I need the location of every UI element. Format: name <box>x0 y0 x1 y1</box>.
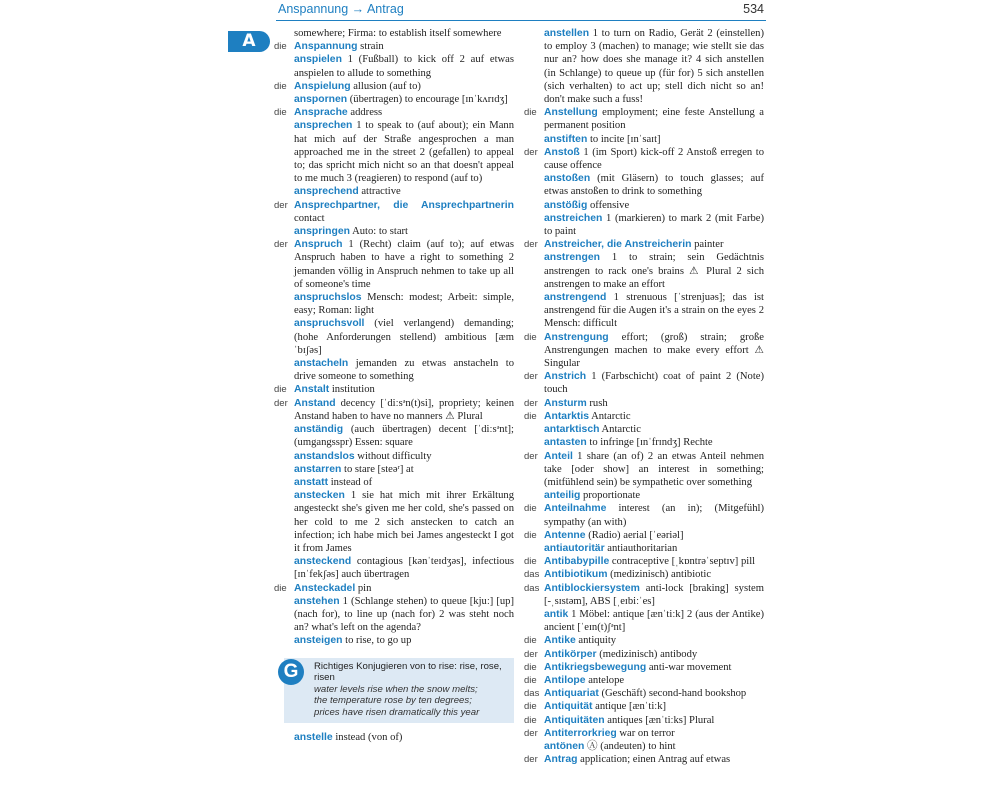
entry-headword: Anstalt <box>294 384 330 396</box>
dictionary-entry <box>524 555 764 568</box>
entry-article: die <box>274 80 287 92</box>
dictionary-entry <box>274 463 514 476</box>
dictionary-entry <box>524 529 764 542</box>
entry-article: die <box>524 331 537 343</box>
page-number: 534 <box>743 2 764 16</box>
entry-headword: anspruchslos <box>294 292 362 304</box>
entry-definition: interest (an in); (Mitgefühl) sympathy (an with) <box>544 503 764 528</box>
dictionary-entry <box>524 251 764 291</box>
grammar-intro: Richtiges Konjugieren von to rise: rise, rose, risen <box>314 660 502 684</box>
dictionary-entry <box>274 291 514 317</box>
entry-headword: anstelle <box>294 731 333 743</box>
entry-headword: anstößig <box>544 199 588 211</box>
entry-headword: Antike <box>544 635 576 647</box>
entry-article: der <box>524 371 538 383</box>
entry-headword: anteilig <box>544 490 581 502</box>
entry-headword: anstrengen <box>544 252 601 264</box>
entry-headword: anstecken <box>294 490 345 502</box>
entry-definition: 1 sie hat mich mit ihrer Erkältung angesteckt she's given me her cold, she's passed on her cold to me 2 sich anstecken to catch an infection; ich habe mich bei James angesteckt I got it from James <box>294 490 514 554</box>
entry-definition: 1 to strain; sein Gedächtnis anstrengen to rack one's brains ⚠ Plural 2 sich anstrengen to make an effort <box>544 252 764 290</box>
dictionary-entry <box>524 27 764 106</box>
entry-definition: 1 share (an of) 2 an etwas Anteil nehmen take [oder show] an interest in something; (mitfühlend sein) be sympathetic over something <box>544 450 764 488</box>
entry-headword: anstacheln <box>294 358 349 370</box>
entry-definition: 1 Möbel: antique [ænˈtiːk] 2 (aus der Antike) ancient [ˈeɪn(t)ʃᵊnt] <box>544 608 764 634</box>
dictionary-entry <box>274 397 514 423</box>
entry-definition: (Radio) aerial [ˈeəriəl] <box>585 529 684 541</box>
entry-definition: antiques [ænˈtiːks] Plural <box>604 714 715 726</box>
dictionary-entry <box>524 146 764 172</box>
entry-definition: 1 (Schlange stehen) to queue [kjuː] [up] (nach for), to line up (nach for) 2 was steht noch an? what's left on the agenda? <box>294 595 514 634</box>
entry-definition: Antarctic <box>589 410 631 422</box>
entry-article: der <box>524 239 538 251</box>
entry-headword: Ansturm <box>544 397 587 409</box>
grammar-example: the temperature rose by ten degrees; <box>314 695 472 707</box>
dictionary-entry <box>274 27 514 40</box>
dictionary-entry <box>524 423 764 436</box>
entry-headword: Anspruch <box>294 239 343 251</box>
entry-article: das <box>524 569 540 581</box>
entry-definition: effort; (groß) strain; große Anstrengungen machen to make every effort ⚠ Singular <box>544 331 764 370</box>
entry-headword: Antiquariat <box>544 688 599 700</box>
entry-article: die <box>524 674 537 686</box>
entry-definition: to rise, to go up <box>342 635 412 647</box>
dictionary-entry <box>274 119 514 185</box>
entry-definition: strain <box>357 41 384 53</box>
entry-definition: employment; eine feste Anstellung a permanent position <box>544 107 764 132</box>
entry-headword: Anstoß <box>544 146 580 158</box>
entry-headword: anstellen <box>544 28 590 39</box>
dictionary-entry <box>524 291 764 331</box>
entry-definition: (Geschäft) second-hand bookshop <box>598 688 747 700</box>
dictionary-entry <box>524 106 764 132</box>
entry-definition: instead of <box>328 476 373 488</box>
dictionary-entry <box>524 133 764 146</box>
entry-headword: Anstellung <box>544 107 598 119</box>
dictionary-entry <box>524 331 764 371</box>
entry-definition: 1 (Recht) claim (auf to); auf etwas Anspruch haben to have a right to something 2 jemanden völlig in Anspruch nehmen to take up all of someone's time <box>294 239 514 290</box>
entry-headword: Anteilnahme <box>544 503 607 515</box>
entry-article: der <box>274 199 288 211</box>
dictionary-entry <box>524 238 764 251</box>
entry-headword: anstarren <box>294 463 342 475</box>
entry-headword: antiautoritär <box>544 542 605 554</box>
entry-headword: anstoßen <box>544 173 591 185</box>
entry-article: die <box>524 107 537 119</box>
entry-definition: to infringe [ɪnˈfrɪndʒ] Rechte <box>586 437 713 449</box>
entry-article: der <box>524 450 538 462</box>
entry-headword: Anstand <box>294 397 336 409</box>
entry-definition: (übertragen) to encourage [ɪnˈkʌrɪdʒ] <box>347 94 508 106</box>
entry-headword: ansteigen <box>294 635 343 647</box>
dictionary-entry <box>524 674 764 687</box>
entry-definition: allusion (auf to) <box>350 80 421 92</box>
dictionary-entry <box>524 700 764 713</box>
entry-article: die <box>274 107 287 119</box>
entry-headword: ansteckend <box>294 556 352 568</box>
entry-headword: anstiften <box>544 133 588 145</box>
entry-definition: without difficulty <box>354 450 432 462</box>
entry-article: der <box>274 239 288 251</box>
entry-headword: Anspielung <box>294 80 351 92</box>
entry-headword: Antikörper <box>544 648 597 660</box>
entry-definition: somewhere; Firma: to establish itself somewhere <box>294 28 502 39</box>
dictionary-entry <box>524 687 764 700</box>
dictionary-entry <box>524 450 764 490</box>
entry-headword: Anstrengung <box>544 331 609 343</box>
dictionary-entry <box>274 199 514 225</box>
entry-headword: Ansprache <box>294 107 348 119</box>
entry-headword: Anstreicher, die Anstreicherin <box>544 239 692 251</box>
dictionary-entry <box>274 582 514 595</box>
entry-headword: Antilope <box>544 674 586 686</box>
entry-article: die <box>524 529 537 541</box>
dictionary-entry <box>274 225 514 238</box>
entry-definition: antiauthoritarian <box>604 542 678 554</box>
dictionary-entry <box>524 542 764 555</box>
entry-definition: contact <box>294 212 325 224</box>
entry-headword: antarktisch <box>544 424 600 436</box>
entry-headword: Antiblockiersystem <box>544 582 640 594</box>
page-header <box>276 0 766 21</box>
entry-headword: Antarktis <box>544 410 590 422</box>
entry-definition: antelope <box>585 674 625 686</box>
entry-article: der <box>524 754 538 766</box>
entry-article: die <box>524 556 537 568</box>
entry-headword: antönen <box>544 740 585 752</box>
entry-headword: Antiterrorkrieg <box>544 727 617 739</box>
dictionary-entry <box>524 436 764 449</box>
entry-definition: (medizinisch) antibiotic <box>607 569 712 581</box>
dictionary-entry <box>274 450 514 463</box>
entry-headword: anspielen <box>294 54 342 66</box>
entry-definition: war on terror <box>616 727 675 739</box>
entry-headword: Antibiotikum <box>544 569 608 581</box>
dictionary-entry <box>524 753 764 766</box>
entry-headword: Antrag <box>544 754 578 766</box>
dictionary-entry <box>274 185 514 198</box>
dictionary-entry <box>274 317 514 357</box>
entry-article: der <box>274 397 288 409</box>
dictionary-entry <box>274 489 514 555</box>
entry-headword: ansprechend <box>294 186 359 198</box>
entry-definition: offensive <box>587 199 630 211</box>
entry-article: der <box>524 648 538 660</box>
entry-definition: anti-lock [braking] system [-ˌsɪstəm], ABS [ˌeɪbiːˈes] <box>544 582 764 607</box>
entry-definition: address <box>347 107 383 119</box>
entry-article: die <box>524 714 537 726</box>
entry-definition: contagious [kənˈteɪdʒəs], infectious [ɪnˈfekʃəs] auch übertragen <box>294 556 514 581</box>
grammar-example: prices have risen dramatically this year <box>314 706 480 718</box>
entry-headword: Antikriegsbewegung <box>544 661 647 673</box>
entry-definition: (auch übertragen) decent [ˈdiːsᵊnt]; (umgangsspr) Essen: square <box>294 424 514 449</box>
entry-definition: 1 (markieren) to mark 2 (mit Farbe) to paint <box>544 212 764 238</box>
entry-definition: Ⓐ (andeuten) to hint <box>584 740 676 752</box>
entry-definition: pin <box>355 582 372 594</box>
entry-headword: ansprechen <box>294 120 353 132</box>
dictionary-entry <box>524 199 764 212</box>
dictionary-entry <box>524 172 764 198</box>
entry-headword: Antenne <box>544 529 586 541</box>
entry-definition: antiquity <box>575 635 617 647</box>
entry-definition: rush <box>586 397 608 409</box>
dictionary-entry <box>274 40 514 53</box>
dictionary-entry <box>274 731 514 744</box>
entry-headword: antasten <box>544 437 587 449</box>
dictionary-entry <box>524 410 764 423</box>
entry-headword: Ansprechpartner, die Ansprechpartnerin <box>294 199 514 211</box>
dictionary-entry <box>274 595 514 635</box>
entry-article: die <box>524 503 537 515</box>
entry-definition: contraceptive [ˌkɒntrəˈseptɪv] pill <box>609 556 756 568</box>
dictionary-entry <box>274 476 514 489</box>
dictionary-entry <box>274 383 514 396</box>
dictionary-entry <box>524 634 764 647</box>
dictionary-entry <box>274 238 514 291</box>
thumb-index-tab: A <box>228 31 270 52</box>
entry-article: das <box>524 582 540 594</box>
dictionary-entry <box>274 357 514 383</box>
entry-article: die <box>274 384 287 396</box>
entry-headword: Antibabypille <box>544 556 610 568</box>
entry-definition: decency [ˈdiːsᵊn(t)si], propriety; keinen Anstand haben to have no manners ⚠ Plural <box>294 397 514 422</box>
entry-article: das <box>524 688 540 700</box>
entry-definition: institution <box>329 384 375 396</box>
entry-headword: anstreichen <box>544 212 603 224</box>
dictionary-entry <box>274 80 514 93</box>
entry-article: die <box>524 701 537 713</box>
entry-headword: anstatt <box>294 476 329 488</box>
dictionary-entry <box>524 582 764 608</box>
entry-definition: jemanden zu etwas anstacheln to drive someone to something <box>294 358 514 383</box>
entry-definition: to stare [steəʳ] at <box>341 463 414 475</box>
entry-article: der <box>524 397 538 409</box>
dictionary-entry <box>274 423 514 449</box>
entry-headword: anspringen <box>294 226 351 238</box>
entry-headword: Antiquität <box>544 701 593 713</box>
dictionary-entry <box>274 53 514 79</box>
entry-definition: anti-war movement <box>646 661 732 673</box>
entry-headword: antik <box>544 608 569 620</box>
entry-headword: anspornen <box>294 94 348 106</box>
entry-definition: antique [ænˈtiːk] <box>592 701 667 713</box>
entry-definition: 1 (Farbschicht) coat of paint 2 (Note) touch <box>544 371 764 396</box>
entry-definition: (viel verlangend) demanding; (hohe Anforderungen stellend) ambitious [æmˈbɪʃəs] <box>294 318 514 356</box>
entry-headword: anständig <box>294 424 344 436</box>
dictionary-entry <box>524 212 764 238</box>
grammar-example: water levels rise when the snow melts; <box>314 683 478 695</box>
entry-definition: proportionate <box>580 490 641 502</box>
entry-definition: attractive <box>358 186 401 198</box>
entry-article: die <box>274 582 287 594</box>
entry-definition: application; einen Antrag auf etwas <box>577 754 731 766</box>
entry-headword: anstandslos <box>294 450 355 462</box>
entry-headword: anspruchsvoll <box>294 318 365 330</box>
dictionary-entry <box>274 93 514 106</box>
grammar-note-box <box>284 658 514 723</box>
dictionary-entry <box>274 634 514 647</box>
grammar-icon: G <box>278 659 304 685</box>
entry-headword: Anstrich <box>544 371 587 383</box>
entry-article: der <box>524 146 538 158</box>
entry-article: die <box>524 661 537 673</box>
entry-definition: 1 to speak to (auf about); ein Mann hat mich auf der Straße angesprochen a man approached me in the street 2 (gefallen) to appeal to; das spricht mich nicht so an that doesn't appeal to me much 3 (reagieren) to respond (auf to) <box>294 120 514 185</box>
entry-article: die <box>524 635 537 647</box>
dictionary-entry <box>524 489 764 502</box>
dictionary-entry <box>524 502 764 528</box>
dictionary-entry <box>524 727 764 740</box>
entry-headword: Anteil <box>544 450 573 462</box>
dictionary-entry <box>274 555 514 581</box>
entry-definition: to incite [ɪnˈsaɪt] <box>587 133 661 145</box>
left-column <box>274 27 514 744</box>
dictionary-entry <box>524 661 764 674</box>
entry-article: der <box>524 727 538 739</box>
entry-definition: 1 strenuous [ˈstrenjuəs]; das ist anstrengend für die Augen it's a strain on the eyes 2 Mensch: difficult <box>544 292 764 330</box>
running-title: Anspannung → Antrag <box>278 2 404 16</box>
entry-headword: Antiquitäten <box>544 714 605 726</box>
entry-definition: (medizinisch) antibody <box>596 648 698 660</box>
dictionary-entry <box>524 397 764 410</box>
entry-definition: instead (von of) <box>332 731 403 743</box>
dictionary-entry <box>524 648 764 661</box>
entry-definition: 1 (Fußball) to kick off 2 auf etwas anspielen to allude to something <box>294 54 514 79</box>
dictionary-entry <box>524 568 764 581</box>
entry-definition: 1 (im Sport) kick-off 2 Anstoß erregen to cause offence <box>544 146 764 172</box>
entry-definition: painter <box>691 239 724 251</box>
entry-definition: Auto: to start <box>350 226 408 238</box>
entry-headword: Ansteckadel <box>294 582 356 594</box>
dictionary-entry <box>524 370 764 396</box>
dictionary-entry <box>524 608 764 634</box>
entry-headword: anstrengend <box>544 292 607 304</box>
right-column <box>524 27 764 766</box>
dictionary-entry <box>274 106 514 119</box>
entry-definition: 1 to turn on Radio, Gerät 2 (einstellen) to employ 3 (machen) to manage; wie stellt sie das nur an? how does she manage it? 4 sich anstellen (in Schlange) to queue up (für for) 5 sich anstellen (sich verhalten) to act up; stell dich nicht so an! don't make such a fuss! <box>544 28 764 106</box>
entry-article: die <box>524 410 537 422</box>
entry-headword: anstehen <box>294 595 340 607</box>
entry-definition: Antarctic <box>599 424 641 436</box>
entry-definition: Mensch: modest; Arbeit: simple, easy; Roman: light <box>294 292 514 317</box>
dictionary-entry <box>524 740 764 753</box>
dictionary-entry <box>524 714 764 727</box>
entry-headword: Anspannung <box>294 41 358 53</box>
entry-definition: (mit Gläsern) to touch glasses; auf etwas anstoßen to drink to something <box>544 173 764 198</box>
entry-article: die <box>274 41 287 53</box>
